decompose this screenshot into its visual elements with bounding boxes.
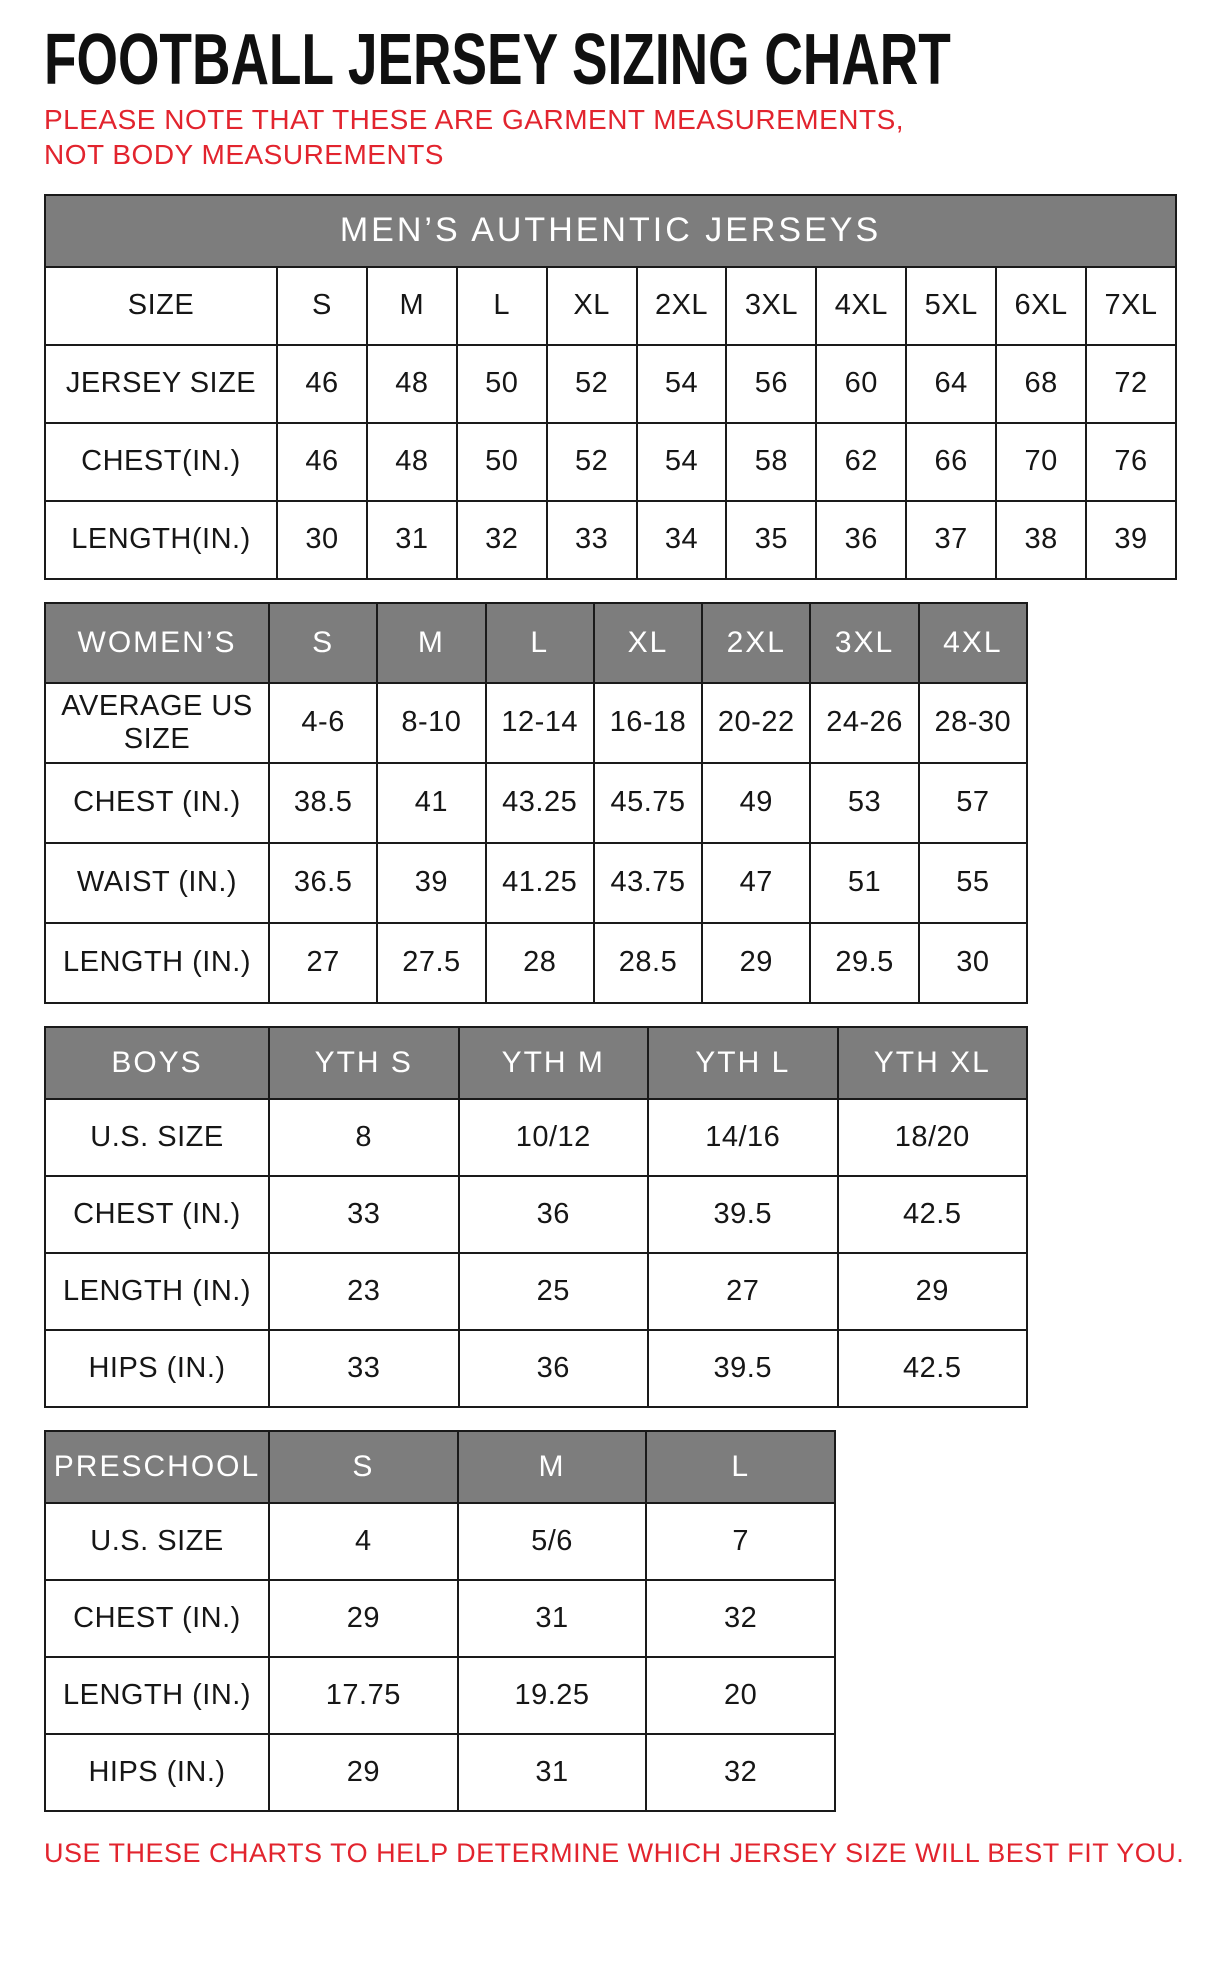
value-cell: 36 [816, 501, 906, 579]
value-cell: 46 [277, 345, 367, 423]
table-row [45, 501, 1176, 579]
value-cell: 39.5 [648, 1330, 838, 1407]
table-row [45, 843, 1027, 923]
value-cell: 27 [269, 923, 377, 1003]
table-title-cell: PRESCHOOL [45, 1431, 269, 1503]
value-cell: 28.5 [594, 923, 702, 1003]
table-header-row [45, 603, 1027, 683]
value-cell: 54 [637, 423, 727, 501]
value-cell: 42.5 [838, 1330, 1028, 1407]
value-cell: 76 [1086, 423, 1176, 501]
value-cell: 52 [547, 345, 637, 423]
value-cell: 55 [919, 843, 1027, 923]
table-row [45, 763, 1027, 843]
value-cell: 33 [269, 1176, 459, 1253]
table-row [45, 1657, 835, 1734]
value-cell: 20 [646, 1657, 835, 1734]
value-cell: 29 [838, 1253, 1028, 1330]
value-cell: 20-22 [702, 683, 810, 763]
value-cell: 53 [810, 763, 918, 843]
value-cell: 23 [269, 1253, 459, 1330]
size-header-cell: 2XL [702, 603, 810, 683]
value-cell: 54 [637, 345, 727, 423]
row-label: U.S. SIZE [45, 1503, 269, 1580]
table-row [45, 1330, 1027, 1407]
value-cell: 49 [702, 763, 810, 843]
value-cell: 38.5 [269, 763, 377, 843]
table-row [45, 1734, 835, 1811]
garment-measurements-note: PLEASE NOTE THAT THESE ARE GARMENT MEASUREMENTS, NOT BODY MEASUREMENTS [44, 104, 905, 170]
page-title [44, 20, 1180, 100]
preschool-sizing-table [44, 1430, 836, 1812]
boys-sizing-table [44, 1026, 1028, 1408]
value-cell: 30 [919, 923, 1027, 1003]
size-header-cell: YTH XL [838, 1027, 1028, 1099]
value-cell: 66 [906, 423, 996, 501]
value-cell: 3XL [726, 267, 816, 345]
size-header-cell: XL [594, 603, 702, 683]
value-cell: 4-6 [269, 683, 377, 763]
value-cell: 32 [646, 1580, 835, 1657]
row-label: AVERAGE US SIZE [45, 683, 269, 763]
value-cell: 4XL [816, 267, 906, 345]
size-header-cell: S [269, 1431, 458, 1503]
value-cell: 46 [277, 423, 367, 501]
value-cell: 17.75 [269, 1657, 458, 1734]
value-cell: 29 [269, 1580, 458, 1657]
value-cell: 39 [377, 843, 485, 923]
table-row [45, 1580, 835, 1657]
value-cell: 31 [458, 1580, 647, 1657]
value-cell: 68 [996, 345, 1086, 423]
table-row [45, 423, 1176, 501]
value-cell: 6XL [996, 267, 1086, 345]
value-cell: 18/20 [838, 1099, 1028, 1176]
row-label: WAIST (IN.) [45, 843, 269, 923]
table-row [45, 267, 1176, 345]
table-caption: MEN’S AUTHENTIC JERSEYS [45, 195, 1176, 267]
value-cell: 24-26 [810, 683, 918, 763]
value-cell: 27 [648, 1253, 838, 1330]
womens-sizing-table [44, 602, 1028, 1004]
size-header-cell: YTH M [459, 1027, 649, 1099]
table-row [45, 1176, 1027, 1253]
value-cell: 31 [458, 1734, 647, 1811]
table-header-row [45, 1431, 835, 1503]
value-cell: 35 [726, 501, 816, 579]
value-cell: XL [547, 267, 637, 345]
value-cell: 5/6 [458, 1503, 647, 1580]
table-caption-row [45, 195, 1176, 267]
value-cell: 36 [459, 1330, 649, 1407]
value-cell: S [277, 267, 367, 345]
value-cell: 72 [1086, 345, 1176, 423]
value-cell: 36 [459, 1176, 649, 1253]
value-cell: 48 [367, 345, 457, 423]
value-cell: 2XL [637, 267, 727, 345]
value-cell: 30 [277, 501, 367, 579]
size-header-cell: L [646, 1431, 835, 1503]
value-cell: 37 [906, 501, 996, 579]
row-label: LENGTH (IN.) [45, 1253, 269, 1330]
value-cell: 7 [646, 1503, 835, 1580]
value-cell: M [367, 267, 457, 345]
value-cell: 31 [367, 501, 457, 579]
value-cell: 29 [702, 923, 810, 1003]
value-cell: 70 [996, 423, 1086, 501]
row-label: CHEST (IN.) [45, 1580, 269, 1657]
size-header-cell: M [458, 1431, 647, 1503]
value-cell: 62 [816, 423, 906, 501]
mens-authentic-jerseys-table [44, 194, 1177, 580]
size-header-cell: 3XL [810, 603, 918, 683]
value-cell: 51 [810, 843, 918, 923]
size-header-cell: YTH L [648, 1027, 838, 1099]
value-cell: 36.5 [269, 843, 377, 923]
footer-note: USE THESE CHARTS TO HELP DETERMINE WHICH JERSEY SIZE WILL BEST FIT YOU. [44, 1838, 1185, 1868]
value-cell: 38 [996, 501, 1086, 579]
value-cell: 14/16 [648, 1099, 838, 1176]
size-header-cell: L [486, 603, 594, 683]
value-cell: 39.5 [648, 1176, 838, 1253]
table-row [45, 345, 1176, 423]
value-cell: 5XL [906, 267, 996, 345]
value-cell: 52 [547, 423, 637, 501]
value-cell: 8-10 [377, 683, 485, 763]
value-cell: 48 [367, 423, 457, 501]
size-header-cell: YTH S [269, 1027, 459, 1099]
size-header-cell: S [269, 603, 377, 683]
table-row [45, 1503, 835, 1580]
value-cell: 12-14 [486, 683, 594, 763]
value-cell: 32 [457, 501, 547, 579]
value-cell: 50 [457, 423, 547, 501]
table-title-cell: WOMEN’S [45, 603, 269, 683]
value-cell: 32 [646, 1734, 835, 1811]
value-cell: 16-18 [594, 683, 702, 763]
value-cell: 43.75 [594, 843, 702, 923]
row-label: HIPS (IN.) [45, 1734, 269, 1811]
row-label: SIZE [45, 267, 277, 345]
value-cell: 34 [637, 501, 727, 579]
value-cell: 57 [919, 763, 1027, 843]
table-row [45, 1253, 1027, 1330]
table-row [45, 683, 1027, 763]
value-cell: 60 [816, 345, 906, 423]
row-label: CHEST (IN.) [45, 1176, 269, 1253]
row-label: LENGTH (IN.) [45, 1657, 269, 1734]
value-cell: 58 [726, 423, 816, 501]
value-cell: L [457, 267, 547, 345]
page-title-text: FOOTBALL JERSEY SIZING CHART [44, 20, 951, 100]
row-label: CHEST (IN.) [45, 763, 269, 843]
value-cell: 47 [702, 843, 810, 923]
value-cell: 43.25 [486, 763, 594, 843]
value-cell: 4 [269, 1503, 458, 1580]
value-cell: 39 [1086, 501, 1176, 579]
value-cell: 19.25 [458, 1657, 647, 1734]
value-cell: 28-30 [919, 683, 1027, 763]
value-cell: 10/12 [459, 1099, 649, 1176]
value-cell: 7XL [1086, 267, 1176, 345]
table-row [45, 923, 1027, 1003]
value-cell: 28 [486, 923, 594, 1003]
value-cell: 29 [269, 1734, 458, 1811]
value-cell: 50 [457, 345, 547, 423]
value-cell: 41 [377, 763, 485, 843]
sizing-chart-page [44, 20, 1185, 1869]
value-cell: 25 [459, 1253, 649, 1330]
row-label: U.S. SIZE [45, 1099, 269, 1176]
value-cell: 45.75 [594, 763, 702, 843]
value-cell: 8 [269, 1099, 459, 1176]
value-cell: 64 [906, 345, 996, 423]
value-cell: 41.25 [486, 843, 594, 923]
row-label: JERSEY SIZE [45, 345, 277, 423]
value-cell: 42.5 [838, 1176, 1028, 1253]
table-title-cell: BOYS [45, 1027, 269, 1099]
row-label: LENGTH (IN.) [45, 923, 269, 1003]
table-header-row [45, 1027, 1027, 1099]
value-cell: 27.5 [377, 923, 485, 1003]
row-label: HIPS (IN.) [45, 1330, 269, 1407]
table-row [45, 1099, 1027, 1176]
row-label: CHEST(IN.) [45, 423, 277, 501]
value-cell: 29.5 [810, 923, 918, 1003]
value-cell: 56 [726, 345, 816, 423]
size-header-cell: 4XL [919, 603, 1027, 683]
value-cell: 33 [547, 501, 637, 579]
size-header-cell: M [377, 603, 485, 683]
row-label: LENGTH(IN.) [45, 501, 277, 579]
value-cell: 33 [269, 1330, 459, 1407]
